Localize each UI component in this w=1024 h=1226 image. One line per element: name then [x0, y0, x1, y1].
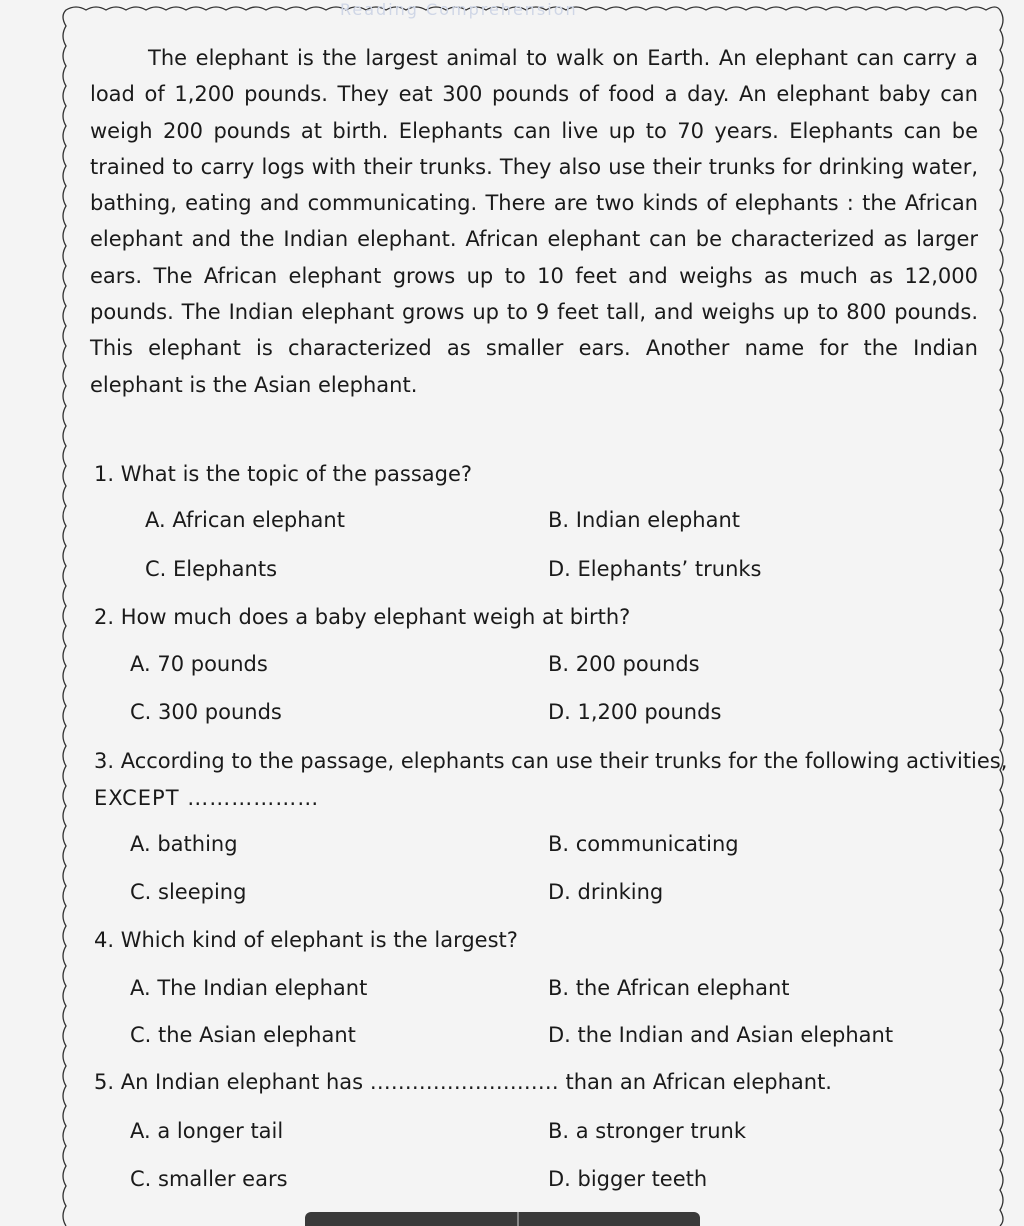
q2-option-d[interactable]: D. 1,200 pounds [548, 700, 722, 724]
q2-option-c[interactable]: C. 300 pounds [130, 700, 282, 724]
q2-option-a[interactable]: A. 70 pounds [130, 652, 268, 676]
q4-option-c[interactable]: C. the Asian elephant [130, 1023, 356, 1047]
q5-option-d[interactable]: D. bigger teeth [548, 1167, 708, 1191]
toolbar-divider [517, 1212, 519, 1226]
q4-option-b[interactable]: B. the African elephant [548, 976, 790, 1000]
q3-option-b[interactable]: B. communicating [548, 832, 739, 856]
q5-option-a[interactable]: A. a longer tail [130, 1119, 284, 1143]
q1-option-a[interactable]: A. African elephant [145, 508, 345, 532]
passage-text [90, 40, 978, 403]
q5-option-b[interactable]: B. a stronger trunk [548, 1119, 747, 1143]
passage-body: The elephant is the largest animal to walk on Earth. An elephant can carry a load of 1,200 pounds. They eat 300 pounds of food a day. An elephant baby can weigh 200 pounds at birth. Elephants can live up to 70 years. Elephants can be trained to carry logs with their trunks. They also use their trunks for drinking water, bathing, eating and communicating. There are two kinds of elephants : the African elephant and the Indian elephant. African elephant can be characterized as larger ears. The African elephant grows up to 10 feet and weighs as much as 12,000 pounds. The Indian elephant grows up to 9 feet tall, and weighs up to 800 pounds. This elephant is characterized as smaller ears. Another name for the Indian elephant is the Asian elephant. [90, 46, 978, 397]
q1-option-c[interactable]: C. Elephants [145, 557, 278, 581]
question-5: 5. An Indian elephant has ……………………… than an African elephant. [94, 1070, 832, 1094]
q3-option-c[interactable]: C. sleeping [130, 880, 247, 904]
bottom-toolbar[interactable] [305, 1212, 700, 1226]
faded-header-mark: Reading Comprehension [340, 0, 578, 19]
question-4: 4. Which kind of elephant is the largest? [94, 928, 518, 952]
question-3: 3. According to the passage, elephants can use their trunks for the following activities, [94, 749, 1008, 773]
q5-option-c[interactable]: C. smaller ears [130, 1167, 288, 1191]
question-1: 1. What is the topic of the passage? [94, 462, 473, 486]
q3-option-a[interactable]: A. bathing [130, 832, 238, 856]
q2-option-b[interactable]: B. 200 pounds [548, 652, 700, 676]
q3-option-d[interactable]: D. drinking [548, 880, 664, 904]
q4-option-a[interactable]: A. The Indian elephant [130, 976, 368, 1000]
q1-option-b[interactable]: B. Indian elephant [548, 508, 741, 532]
q4-option-d[interactable]: D. the Indian and Asian elephant [548, 1023, 894, 1047]
question-2: 2. How much does a baby elephant weigh at birth? [94, 605, 631, 629]
question-3-line2: EXCEPT ……………… [94, 786, 320, 810]
q1-option-d[interactable]: D. Elephants’ trunks [548, 557, 762, 581]
